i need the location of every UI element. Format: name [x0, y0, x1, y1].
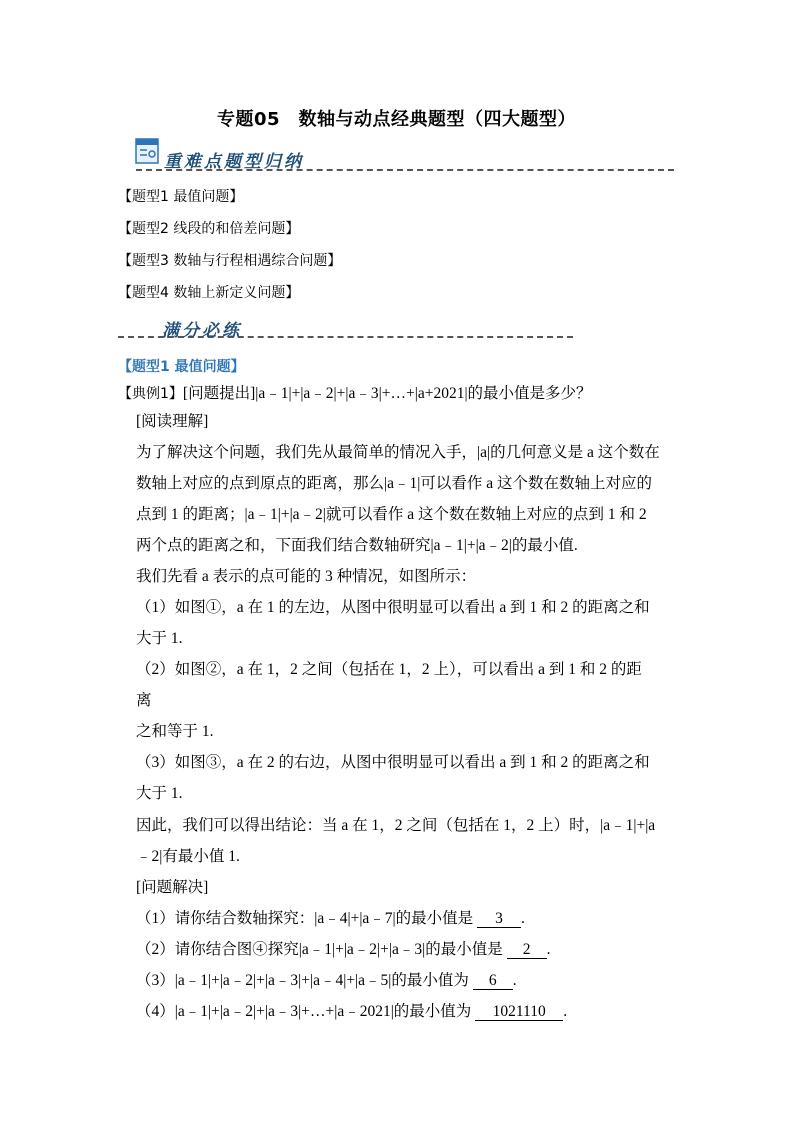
question-item: [136, 909, 525, 929]
reading-label: [阅读理解]: [136, 413, 209, 430]
question-suffix: .: [521, 910, 525, 927]
paragraph-line: 两个点的距离之和，下面我们结合数轴研究|a﹣1|+|a﹣2|的最小值.: [136, 537, 578, 554]
example-label: 【典例1】: [118, 386, 183, 402]
case2-line: （2）如图②，a 在 1，2 之间（包括在 1，2 上），可以看出 a 到 1 和 2 的距: [136, 661, 642, 678]
paragraph-line: 为了解决这个问题，我们先从最简单的情况入手，|a|的几何意义是 a 这个数在: [136, 444, 660, 461]
case1-line: （1）如图①，a 在 1 的左边，从图中很明显可以看出 a 到 1 和 2 的距离之和: [136, 599, 650, 616]
toc-item: 【题型1 最值问题】: [118, 189, 244, 205]
question-suffix: .: [563, 1003, 568, 1020]
question-suffix: .: [546, 941, 551, 958]
question-item: [136, 940, 551, 960]
question-prefix: （4）|a﹣1|+|a﹣2|+|a﹣3|+…+|a﹣2021|的最小值为: [136, 1003, 472, 1020]
section-heading: 【题型1 最值问题】: [118, 359, 245, 375]
answer-blank: 2: [507, 942, 547, 959]
answer-blank: 1021110: [475, 1004, 563, 1021]
key-points-banner: 重难点题型归纳: [164, 152, 304, 172]
conclusion-line: 因此，我们可以得出结论：当 a 在 1，2 之间（包括在 1，2 上）时，|a﹣1|+|a: [136, 817, 656, 834]
page-title: 专题05 数轴与动点经典题型（四大题型）: [216, 109, 577, 130]
question-text: [问题提出]|a﹣1|+|a﹣2|+|a﹣3|+…+|a+2021|的最小值是多少？: [182, 385, 592, 402]
question-suffix: .: [512, 972, 517, 989]
practice-banner: 满分必练: [162, 321, 242, 341]
case2-line: 离: [136, 692, 152, 709]
notebook-icon: [135, 138, 159, 164]
case3-line: 大于 1.: [136, 785, 183, 802]
solve-label: [问题解决]: [136, 879, 209, 896]
question-prefix: （3）|a﹣1|+|a﹣2|+|a﹣3|+|a﹣4|+|a﹣5|的最小值为: [136, 972, 469, 989]
case1-line: 大于 1.: [136, 630, 183, 647]
toc-item: 【题型4 数轴上新定义问题】: [118, 285, 300, 301]
question-item: [136, 1002, 567, 1022]
case3-line: （3）如图③，a 在 2 的右边，从图中很明显可以看出 a 到 1 和 2 的距离之和: [136, 754, 650, 771]
paragraph-line: 点到 1 的距离；|a﹣1|+|a﹣2|就可以看作 a 这个数在数轴上对应的点到 1 和 2: [136, 506, 647, 523]
question-prefix: （1）请你结合数轴探究：|a﹣4|+|a﹣7|的最小值是: [136, 910, 474, 927]
paragraph-line: 数轴上对应的点到原点的距离，那么|a﹣1|可以看作 a 这个数在数轴上对应的: [136, 475, 652, 492]
answer-blank: 6: [473, 973, 513, 990]
conclusion-line: ﹣2|有最小值 1.: [136, 848, 240, 865]
case2-line: 之和等于 1.: [136, 723, 214, 740]
question-item: [136, 971, 517, 991]
example-question: [118, 384, 592, 404]
toc-item: 【题型2 线段的和倍差问题】: [118, 221, 300, 237]
cases-intro: 我们先看 a 表示的点可能的 3 种情况，如图所示：: [136, 568, 477, 585]
answer-blank: 3: [477, 911, 521, 928]
question-prefix: （2）请你结合图④探究|a﹣1|+|a﹣2|+|a﹣3|的最小值是: [136, 941, 503, 958]
toc-item: 【题型3 数轴与行程相遇综合问题】: [118, 253, 342, 269]
